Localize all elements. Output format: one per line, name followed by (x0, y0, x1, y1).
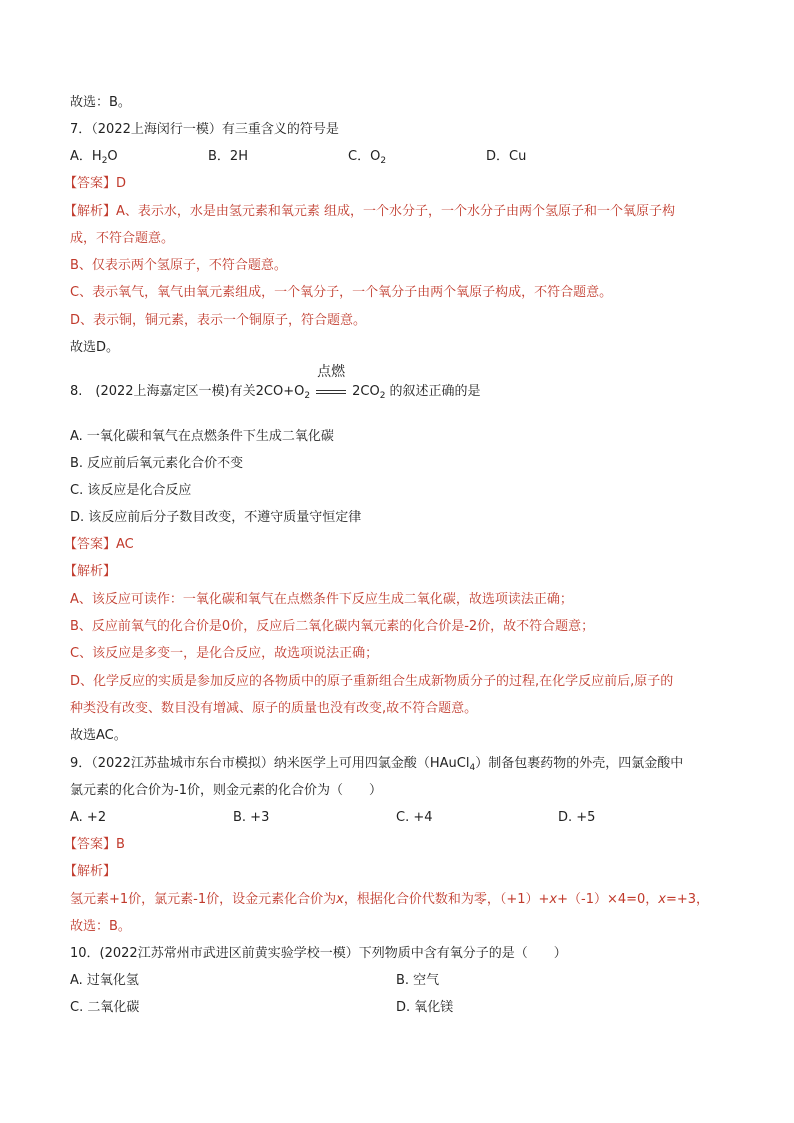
q10-stem: 10．(2022江苏常州市武进区前黄实验学校一模）下列物质中含有氧分子的是（ ） (70, 946, 567, 961)
q6-conclusion: 故选：B。 (70, 95, 131, 110)
q9-option-a: A. +2 (70, 810, 107, 825)
q9-stem-line-2: 氯元素的化合价为-1价，则金元素的化合价为（ ） (70, 783, 382, 798)
q9-option-d: D. +5 (558, 810, 596, 825)
q10-options-row-2 (70, 999, 730, 1017)
q10-option-a: A. 过氧化氢 (70, 973, 139, 988)
q8-equation-condition: 点燃 (317, 364, 346, 380)
q8-option-c: C. 该反应是化合反应 (70, 483, 192, 498)
q10-option-c: C. 二氧化碳 (70, 1000, 140, 1015)
q8-analysis-line-5: 种类没有改变、数目没有增减、原子的质量也没有改变,故不符合题意。 (70, 701, 478, 716)
q8-analysis-line-3: C、该反应是多变一，是化合反应，故选项说法正确； (70, 646, 379, 661)
q10-options-row-1 (70, 972, 730, 990)
q9-analysis-head: 【解析】 (64, 864, 117, 879)
q8-analysis-line-4: D、化学反应的实质是参加反应的各物质中的原子重新组合生成新物质分子的过程,在化学反应前后,原子的 (70, 674, 674, 689)
q7-analysis-line-5: D、表示铜，铜元素，表示一个铜原子，符合题意。 (70, 313, 367, 328)
q7-option-d: D．Cu (486, 149, 527, 164)
q7-analysis-line-3: B、仅表示两个氢原子，不符合题意。 (70, 258, 287, 273)
q7-conclusion: 故选D。 (70, 340, 120, 355)
q8-answer: 【答案】AC (64, 537, 134, 552)
q7-option-b: B．2H (208, 149, 248, 164)
q9-option-b: B. +3 (233, 810, 270, 825)
q9-answer: 【答案】B (64, 837, 125, 852)
q7-answer: 【答案】D (64, 176, 127, 191)
q9-analysis-line: 氢元素+1价，氯元素-1价，设金元素化合价为x，根据化合价代数和为零，（+1）+x+（-1）×4=0，x=+3， (70, 892, 710, 907)
q8-option-d: D. 该反应前后分子数目改变，不遵守质量守恒定律 (70, 510, 362, 525)
q7-analysis-line-1: 【解析】A、表示水，水是由氢元素和氧元素 组成，一个水分子，一个水分子由两个氢原子和一个氧原子构 (64, 204, 676, 219)
q9-conclusion: 故选：B。 (70, 919, 131, 934)
q8-option-a: A. 一氧化碳和氧气在点燃条件下生成二氧化碳 (70, 429, 334, 444)
q7-option-a: A．$H_2O$ (70, 149, 118, 166)
q7-options (70, 148, 730, 166)
q7-analysis-line-4: C、表示氧气，氧气由氧元素组成，一个氧分子，一个氧分子由两个氧原子构成，不符合题意。 (70, 285, 613, 300)
q7-stem: 7．（2022上海闵行一模）有三重含义的符号是 (70, 122, 339, 137)
q7-option-c: C．$O_2$ (348, 149, 387, 166)
q8-stem: 8. (2022上海嘉定区一模)有关$2CO+O_2$ 点燃 $2CO_2$ 的叙述正确的是 (70, 364, 481, 401)
q9-stem-line-1: 9．（2022江苏盐城市东台市模拟）纳米医学上可用四氯金酸（HAuCl$_4$）制备包裹药物的外壳，四氯金酸中 (70, 756, 684, 773)
q10-option-b: B. 空气 (396, 973, 440, 988)
q8-conclusion: 故选AC。 (70, 728, 127, 743)
q9-options (70, 809, 730, 827)
q8-analysis-line-2: B、反应前氧气的化合价是0价，反应后二氧化碳内氧元素的化合价是-2价，故不符合题意； (70, 619, 595, 634)
q8-analysis-head: 【解析】 (64, 564, 117, 579)
q8-option-b: B. 反应前后氧元素化合价不变 (70, 456, 244, 471)
q7-analysis-line-2: 成，不符合题意。 (70, 231, 175, 246)
q10-option-d: D. 氧化镁 (396, 1000, 454, 1015)
q8-equation: $2CO+O_2$ 点燃 $2CO_2$ (255, 364, 386, 401)
q9-option-c: C. +4 (396, 810, 433, 825)
q8-analysis-line-1: A、该反应可读作：一氧化碳和氧气在点燃条件下反应生成二氧化碳，故选项读法正确； (70, 592, 573, 607)
